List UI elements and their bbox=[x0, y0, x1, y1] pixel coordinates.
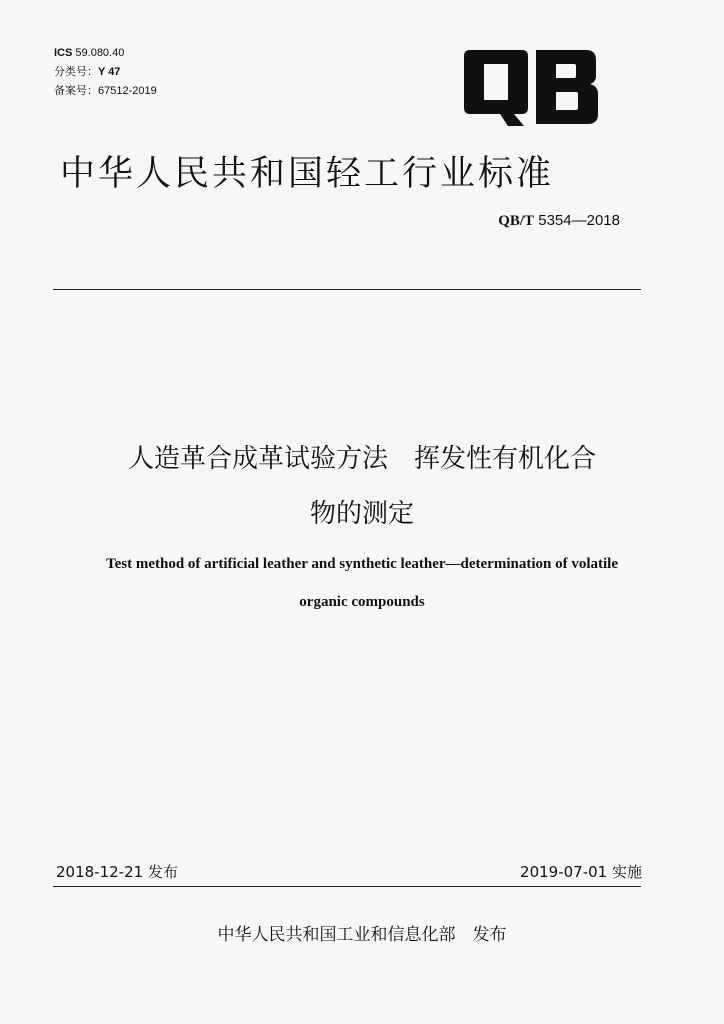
record-label: 备案号： bbox=[54, 85, 98, 97]
english-title-line-1: Test method of artificial leather and synthetic leather—determination of volatile bbox=[105, 556, 618, 572]
implementation-date: 2019-07-01 实施 bbox=[520, 863, 642, 881]
bottom-divider bbox=[53, 886, 641, 887]
top-divider bbox=[53, 289, 641, 290]
standard-number bbox=[498, 212, 620, 230]
record-line bbox=[54, 82, 157, 101]
english-title-line-2: organic compounds bbox=[299, 594, 425, 610]
chinese-title-line-1: 人造革合成革试验方法 挥发性有机化合 bbox=[127, 444, 596, 474]
class-label: 分类号： bbox=[54, 66, 98, 78]
class-value: Y 47 bbox=[98, 66, 121, 78]
classification-info bbox=[54, 44, 157, 101]
industry-standard-title: 中华人民共和国轻工行业标准 bbox=[60, 154, 555, 194]
record-value: 67512-2019 bbox=[98, 85, 157, 97]
ics-line bbox=[54, 44, 157, 63]
qb-logo bbox=[462, 46, 602, 128]
ics-value: 59.080.40 bbox=[75, 47, 125, 59]
chinese-title-line-2: 物的测定 bbox=[309, 499, 414, 529]
issue-date: 2018-12-21 发布 bbox=[56, 863, 178, 881]
standard-number-value: 5354—2018 bbox=[538, 212, 620, 229]
class-line bbox=[54, 63, 157, 82]
publisher: 中华人民共和国工业和信息化部 发布 bbox=[217, 925, 507, 945]
ics-label: ICS bbox=[54, 47, 73, 59]
standard-number-prefix: QB/T bbox=[498, 213, 535, 229]
